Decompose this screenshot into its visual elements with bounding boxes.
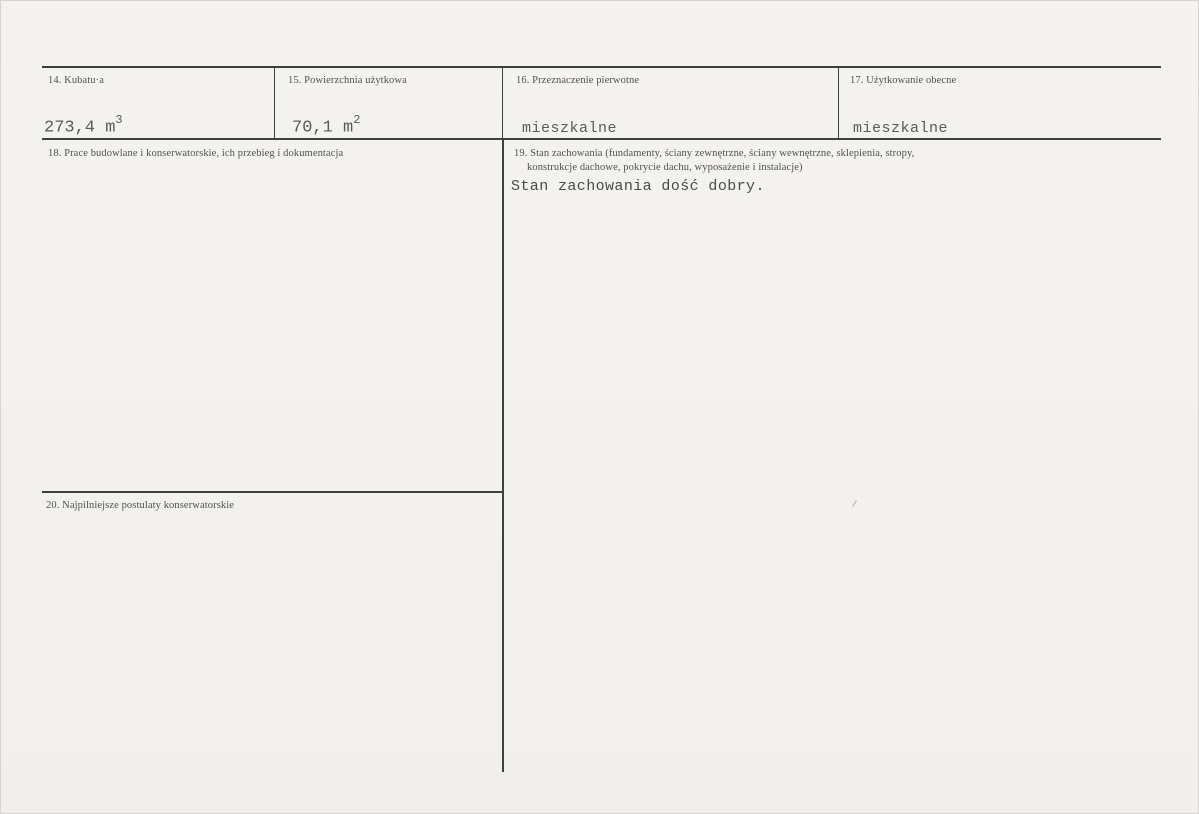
- field-15-value: [292, 115, 360, 138]
- field-15-unit-exponent: 2: [353, 113, 361, 127]
- field-15-label: 15. Powierzchnia użytkowa: [288, 75, 407, 86]
- field-14-unit-exponent: 3: [115, 113, 123, 127]
- divider-14-15: [274, 66, 275, 140]
- field-16-value: mieszkalne: [522, 120, 618, 137]
- field-20-label: 20. Najpilniejsze postulaty konserwatorskie: [46, 500, 235, 511]
- divider-16-17: [838, 66, 839, 140]
- field-14-label: 14. Kubatu·a: [48, 75, 105, 86]
- field-19-label-line1: 19. Stan zachowania (fundamenty, ściany zewnętrzne, ściany wewnętrzne, sklepienia, stropy,: [514, 148, 915, 159]
- field-18-label: 18. Prace budowlane i konserwatorskie, ich przebieg i dokumentacja: [48, 148, 344, 159]
- field-17-label: 17. Użytkowanie obecne: [850, 75, 957, 86]
- paper-speck: [852, 500, 857, 506]
- divider-18-20: [42, 491, 502, 493]
- top-rule: [42, 66, 1161, 68]
- field-15-number: 70,1 m: [292, 118, 354, 138]
- field-14-number: 273,4 m: [44, 118, 116, 138]
- row-divider: [42, 138, 1161, 140]
- field-19-label-line2: konstrukcje dachowe, pokrycie dachu, wyposażenie i instalacje): [527, 162, 803, 173]
- field-14-value: [44, 115, 123, 138]
- field-19-value: Stan zachowania dość dobry.: [511, 178, 765, 195]
- field-16-label: 16. Przeznaczenie pierwotne: [516, 75, 640, 86]
- divider-15-16: [502, 66, 503, 140]
- field-17-value: mieszkalne: [853, 120, 949, 137]
- divider-18-19: [502, 140, 504, 772]
